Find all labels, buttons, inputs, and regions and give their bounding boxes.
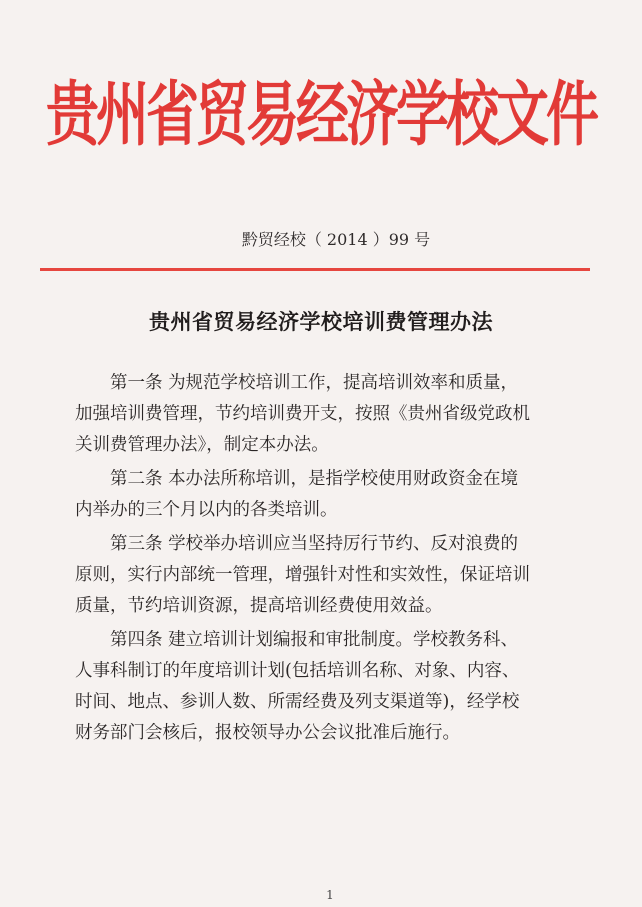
article-line: 原则，实行内部统一管理，增强针对性和实效性，保证培训 <box>75 565 530 585</box>
article-line: 财务部门会核后，报校领导办公会议批准后施行。 <box>75 723 460 743</box>
red-divider-line <box>40 268 590 271</box>
article-line: 第一条 为规范学校培训工作，提高培训效率和质量， <box>110 373 519 393</box>
article-line: 加强培训费管理，节约培训费开支，按照《贵州省级党政机 <box>75 404 530 424</box>
article-line: 关训费管理办法》，制定本办法。 <box>75 435 329 455</box>
article-line: 第四条 建立培训计划编报和审批制度。学校教务科、 <box>110 630 519 650</box>
article-line: 内举办的三个月以内的各类培训。 <box>75 500 338 520</box>
article-line: 时间、地点、参训人数、所需经费及列支渠道等)，经学校 <box>75 692 520 712</box>
article-4 <box>75 625 575 749</box>
article-line: 第二条 本办法所称培训，是指学校使用财政资金在境 <box>110 469 519 489</box>
document-body <box>75 368 575 749</box>
article-line: 质量，节约培训资源，提高培训经费使用效益。 <box>75 596 443 616</box>
article-line: 第三条 学校举办培训应当坚持厉行节约、反对浪费的 <box>110 534 519 554</box>
document-number: 黔贸经校（ 2014 ）99 号 <box>241 230 431 249</box>
article-line: 人事科制订的年度培训计划(包括培训名称、对象、内容、 <box>75 661 520 681</box>
issuer-header: 贵州省贸易经济学校文件 <box>46 73 596 156</box>
article-3 <box>75 529 575 622</box>
article-1 <box>75 368 575 461</box>
document-title: 贵州省贸易经济学校培训费管理办法 <box>149 309 493 334</box>
article-2 <box>75 464 575 526</box>
page-number: 1 <box>326 888 334 902</box>
